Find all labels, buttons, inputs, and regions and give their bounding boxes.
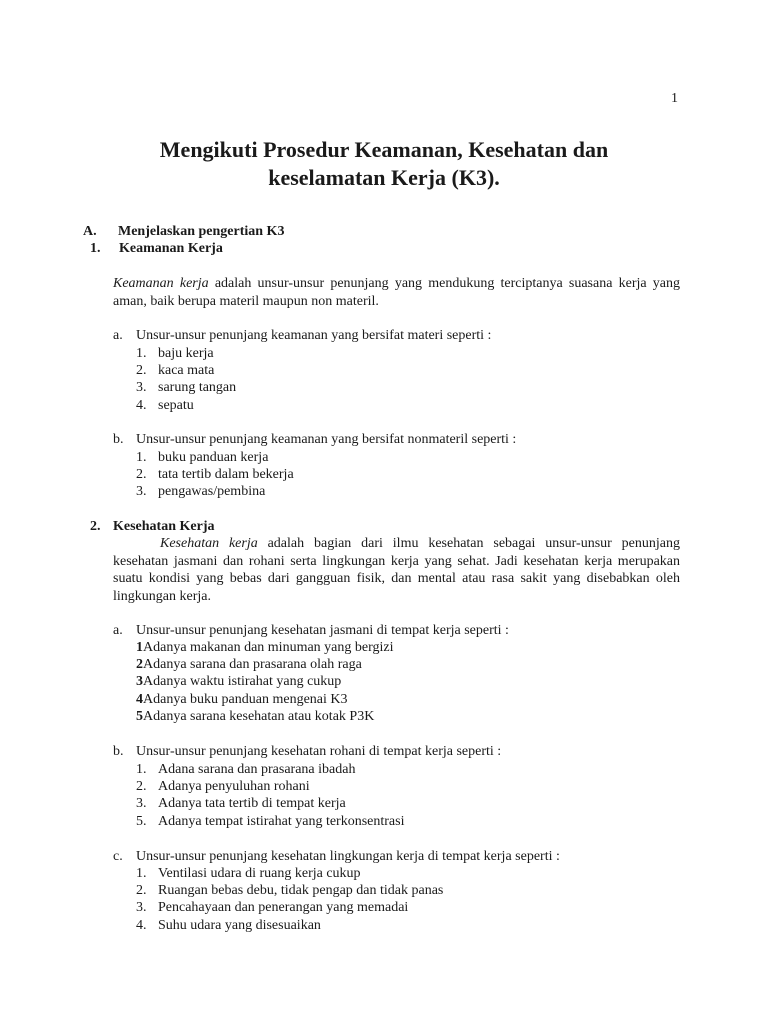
list-item-number: 1. (136, 346, 147, 361)
keamanan-sub-b-letter: b. (113, 432, 124, 447)
list-item (136, 708, 374, 725)
list-item-number: 5. (136, 814, 147, 829)
list-item-text: sarung tangan (158, 380, 237, 395)
list-item-number: 4. (136, 918, 147, 933)
kesehatan-sub-a-letter: a. (113, 623, 123, 638)
list-item-text: Suhu udara yang disesuaikan (158, 918, 321, 933)
list-item-number: 5 (136, 709, 143, 724)
title-line-2: keselamatan Kerja (K3). (268, 165, 500, 190)
list-item-text: Ventilasi udara di ruang kerja cukup (158, 866, 361, 881)
list-item-number: 4 (136, 692, 143, 707)
list-item-number: 2. (136, 883, 147, 898)
list-item-number: 3 (136, 674, 143, 689)
list-item-number: 4. (136, 398, 147, 413)
list-item (136, 656, 362, 673)
kesehatan-sub-c-letter: c. (113, 849, 123, 864)
kesehatan-sub-a-text: Unsur-unsur penunjang kesehatan jasmani di tempat kerja seperti : (136, 623, 509, 638)
list-item-number: 2. (136, 467, 147, 482)
list-item (136, 673, 341, 690)
list-item-number: 2 (136, 657, 143, 672)
keamanan-title: Keamanan Kerja (119, 241, 223, 256)
list-item-text: Adanya penyuluhan rohani (158, 779, 310, 794)
list-item-number: 2. (136, 779, 147, 794)
list-item-text: tata tertib dalam bekerja (158, 467, 294, 482)
page-number: 1 (671, 91, 678, 106)
page-title (0, 136, 768, 192)
kesehatan-sub-b-letter: b. (113, 744, 124, 759)
list-item-number: 1 (136, 640, 143, 655)
list-item-text: Pencahayaan dan penerangan yang memadai (158, 900, 409, 915)
list-item (136, 639, 394, 656)
list-item-text: buku panduan kerja (158, 450, 269, 465)
list-item-text: pengawas/pembina (158, 484, 266, 499)
kesehatan-sub-c-text: Unsur-unsur penunjang kesehatan lingkungan kerja di tempat kerja seperti : (136, 849, 560, 864)
list-item-number: 1. (136, 866, 147, 881)
list-item-number: 2. (136, 363, 147, 378)
list-item-number: 3. (136, 796, 147, 811)
list-item-text: Ruangan bebas debu, tidak pengap dan tidak panas (158, 883, 444, 898)
keamanan-number: 1. (90, 241, 101, 256)
section-a-title: Menjelaskan pengertian K3 (118, 224, 285, 239)
keamanan-sub-a-letter: a. (113, 328, 123, 343)
kesehatan-intro (113, 535, 680, 605)
title-line-1: Mengikuti Prosedur Keamanan, Kesehatan dan (159, 137, 609, 162)
kesehatan-number: 2. (90, 519, 101, 534)
list-item-text: Adanya buku panduan mengenai K3 (143, 692, 348, 707)
kesehatan-intro-text: adalah bagian dari ilmu kesehatan sebagai unsur-unsur penunjang kesehatan jasmani dan rohani serta lingkungan kerja yang sehat. Jadi kesehatan kerja merupakan suatu kondisi yang bebas dari gangguan fisik, dan mental atau rasa sakit yang disebabkan oleh lingkungan kerja. (113, 536, 680, 604)
kesehatan-sub-b-text: Unsur-unsur penunjang kesehatan rohani di tempat kerja seperti : (136, 744, 502, 759)
list-item-text: Adanya tempat istirahat yang terkonsentrasi (158, 814, 405, 829)
list-item-text: kaca mata (158, 363, 215, 378)
list-item-text: Adanya sarana kesehatan atau kotak P3K (143, 709, 375, 724)
list-item-text: Adana sarana dan prasarana ibadah (158, 762, 356, 777)
list-item-text: baju kerja (158, 346, 214, 361)
list-item-number: 3. (136, 484, 147, 499)
kesehatan-intro-italic: Kesehatan kerja (160, 536, 258, 551)
list-item-number: 3. (136, 900, 147, 915)
kesehatan-title: Kesehatan Kerja (113, 519, 215, 534)
section-a-letter: A. (83, 224, 97, 239)
list-item (136, 691, 348, 708)
list-item-text: Adanya waktu istirahat yang cukup (143, 674, 342, 689)
keamanan-intro-text: adalah unsur-unsur penunjang yang mendukung terciptanya suasana kerja yang aman, baik berupa materil maupun non materil. (113, 276, 680, 309)
list-item-number: 3. (136, 380, 147, 395)
keamanan-sub-b-text: Unsur-unsur penunjang keamanan yang bersifat nonmateril seperti : (136, 432, 517, 447)
list-item-number: 1. (136, 450, 147, 465)
list-item-text: Adanya tata tertib di tempat kerja (158, 796, 346, 811)
keamanan-intro-italic: Keamanan kerja (113, 276, 209, 291)
list-item-text: sepatu (158, 398, 194, 413)
list-item-text: Adanya makanan dan minuman yang bergizi (143, 640, 394, 655)
list-item-text: Adanya sarana dan prasarana olah raga (143, 657, 362, 672)
list-item-number: 1. (136, 762, 147, 777)
keamanan-sub-a-text: Unsur-unsur penunjang keamanan yang bersifat materi seperti : (136, 328, 492, 343)
keamanan-intro (113, 275, 680, 310)
